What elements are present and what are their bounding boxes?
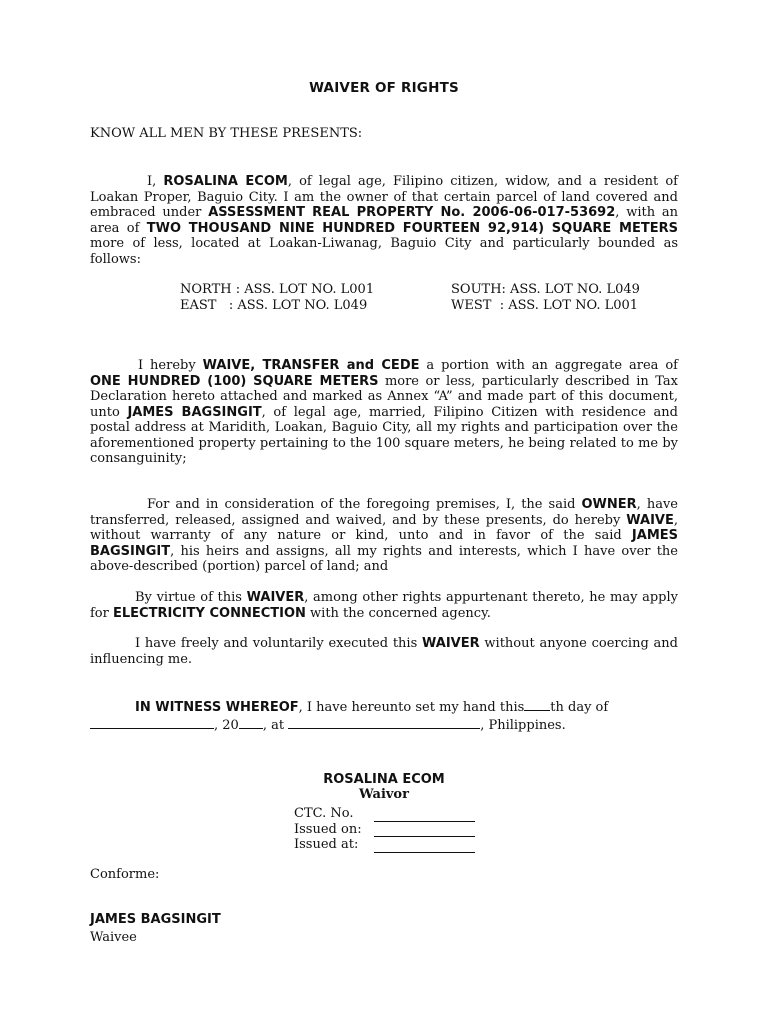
year-blank <box>239 716 263 729</box>
issued-at-row <box>294 837 494 853</box>
waivee-role: Waivee <box>90 930 137 945</box>
signatory-name: ROSALINA ECOM <box>323 772 445 787</box>
paragraph-voluntary: I have freely and voluntarily executed this WAIVER without anyone coercing and influencing me. <box>90 636 678 667</box>
paragraph-electricity: By virtue of this WAIVER, among other rights appurtenant thereto, he may apply for ELECTRICITY CONNECTION with the concerned agency. <box>90 590 678 621</box>
signatory-block <box>0 772 768 802</box>
signatory-role: Waivor <box>359 787 409 802</box>
boundary-south: SOUTH: ASS. LOT NO. L049 <box>451 282 640 297</box>
boundary-row <box>180 298 680 314</box>
issued-at-line <box>374 841 475 853</box>
paragraph-ownership: I, ROSALINA ECOM, of legal age, Filipino citizen, widow, and a resident of Loakan Proper, Baguio City. I am the owner of that certain parcel of land covered and embraced under ASSESSMENT REAL PROPERTY No. 2006-06-017-53692, with an area of TWO THOUSAND NINE HUNDRED FOURTEEN 92,914) SQUARE METERS more of less, located at Loakan-Liwanag, Baguio City and particularly bounded as follows: <box>90 174 679 267</box>
paragraph-consideration: For and in consideration of the foregoing premises, I, the said OWNER, have transferred, released, assigned and waived, and by these presents, do hereby WAIVE, without warranty of any nature or kind, unto and in favor of the said JAMES BAGSINGIT, his heirs and assigns, all my rights and interests, which I have over the above-described (portion) parcel of land; and <box>90 497 678 574</box>
issued-on-label: Issued on: <box>294 821 362 837</box>
boundary-north: NORTH : ASS. LOT NO. L001 <box>180 282 375 297</box>
paragraph-witness: IN WITNESS WHEREOF, I have hereunto set my hand this th day of , 20 , at , Philippines. <box>90 698 678 733</box>
paragraph-waiver-transfer: I hereby WAIVE, TRANSFER and CEDE a portion with an aggregate area of ONE HUNDRED (100) SQUARE METERS more or less, particularly described in Tax Declaration hereto attached and marked as Annex “A” and made part of this document, unto JAMES BAGSINGIT, of legal age, married, Filipino Citizen with residence and postal address at Maridith, Loakan, Baguio City, all my rights and participation over the aforementioned property pertaining to the 100 square meters, he being related to me by consanguinity; <box>90 358 678 466</box>
issued-on-line <box>374 825 475 837</box>
boundary-east: EAST : ASS. LOT NO. L049 <box>180 298 368 313</box>
conforme-label: Conforme: <box>90 867 160 882</box>
boundary-row <box>180 282 680 298</box>
ctc-label: CTC. No. <box>294 806 354 821</box>
document-title: WAIVER OF RIGHTS <box>309 80 459 96</box>
place-blank <box>288 716 480 729</box>
boundaries-list <box>180 282 680 314</box>
ctc-line <box>374 810 475 822</box>
ctc-fields <box>294 806 494 853</box>
issued-at-label: Issued at: <box>294 837 359 852</box>
ctc-row <box>294 806 494 822</box>
waivee-name: JAMES BAGSINGIT <box>90 912 221 927</box>
opening-phrase: KNOW ALL MEN BY THESE PRESENTS: <box>90 126 363 141</box>
boundary-west: WEST : ASS. LOT NO. L001 <box>451 298 639 313</box>
month-blank <box>90 716 214 729</box>
day-blank <box>524 698 550 711</box>
issued-on-row <box>294 822 494 838</box>
